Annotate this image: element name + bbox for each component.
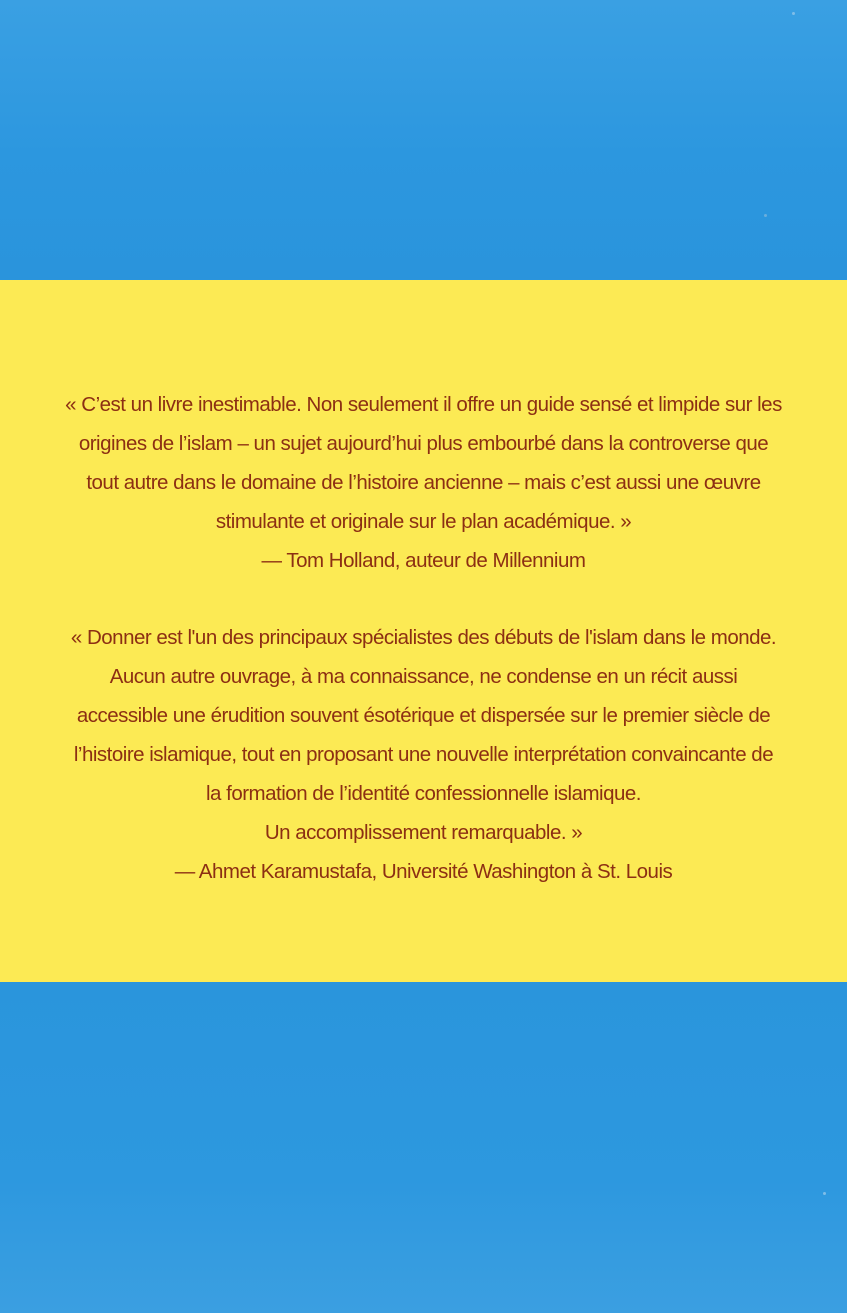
quote-text-line: l’histoire islamique, tout en proposant une nouvelle interprétation convaincante de — [73, 743, 774, 766]
quote-text-line: Aucun autre ouvrage, à ma connaissance, ne condense en un récit aussi — [109, 665, 738, 688]
quote-attribution: — Ahmet Karamustafa, Université Washington à St. Louis — [174, 860, 673, 883]
quote-text-line: tout autre dans le domaine de l’histoire ancienne – mais c’est aussi une œuvre — [86, 471, 761, 494]
quote-holland — [40, 385, 807, 580]
quote-karamustafa — [40, 618, 807, 891]
quote-text-line: Un accomplissement remarquable. » — [264, 821, 583, 844]
bottom-blue-band — [0, 982, 847, 1313]
quote-text-line: origines de l’islam – un sujet aujourd’hui plus embourbé dans la controverse que — [78, 432, 769, 455]
quote-text-line: stimulante et originale sur le plan académique. » — [215, 510, 632, 533]
quote-text-line: « Donner est l'un des principaux spécialistes des débuts de l'islam dans le monde. — [70, 626, 777, 649]
paper-speck — [792, 12, 795, 15]
paper-speck — [823, 1192, 826, 1195]
quote-attribution: — Tom Holland, auteur de Millennium — [261, 549, 586, 572]
paper-speck — [764, 214, 767, 217]
review-quotes — [40, 385, 807, 891]
quote-text-line: « C’est un livre inestimable. Non seulement il offre un guide sensé et limpide sur les — [65, 393, 782, 416]
top-blue-band — [0, 0, 847, 280]
quote-text-line: accessible une érudition souvent ésotérique et dispersée sur le premier siècle de — [76, 704, 771, 727]
quote-text-line: la formation de l’identité confessionnelle islamique. — [205, 782, 641, 805]
